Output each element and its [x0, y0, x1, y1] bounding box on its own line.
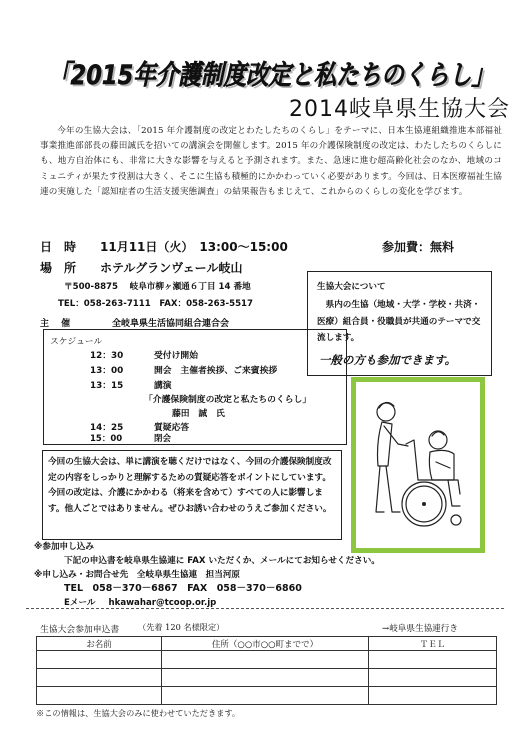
place-label: 場 所	[40, 261, 77, 275]
form-column-tel: ＴＥＬ	[369, 637, 497, 651]
place-tel-fax: TEL：058-263-7111 FAX：058-263-5517	[58, 299, 254, 309]
schedule-title: スケジュール	[50, 337, 103, 347]
form-cell-address[interactable]	[162, 687, 369, 705]
info-body: 県内の生協（地域・大学・学校・共済・医療）組合員・役職員が共通のテーマで交流します。	[317, 300, 481, 343]
main-title-text: 「2015年介護制度改定と私たちのくらし」	[48, 60, 494, 91]
form-cell-name[interactable]	[37, 651, 162, 669]
main-title	[44, 54, 496, 92]
application-info	[34, 540, 504, 610]
lecture-title: 「介護保険制度の改定と私たちのくらし」	[144, 395, 312, 405]
main-title-shadow: 「2015年介護制度改定と私たちのくらし」	[50, 62, 496, 92]
info-emphasis: 一般の方も参加できます。	[319, 353, 457, 367]
schedule-time: 12：30	[90, 351, 124, 361]
info-title: 生協大会について	[317, 282, 386, 292]
lecturer-name: 藤田 誠 氏	[172, 409, 225, 419]
form-cell-address[interactable]	[162, 651, 369, 669]
schedule-item: 受付け開始	[154, 351, 198, 361]
form-destination: →岐阜県生協連行き	[382, 624, 458, 634]
date-value: 11月11日（火） 13:00～15:00	[100, 240, 288, 254]
form-cell-tel[interactable]	[369, 669, 497, 687]
host-label: 主 催	[40, 319, 71, 329]
schedule-time: 15：00	[90, 434, 123, 444]
form-cell-tel[interactable]	[369, 651, 497, 669]
contact-heading: ※申し込み・お問合せ先 全岐阜県生協連 担当河原	[34, 570, 241, 580]
form-column-address: 住所（○○市○○町までで）	[162, 637, 369, 651]
form-row	[37, 687, 497, 705]
schedule-time: 14：25	[90, 423, 124, 433]
contact-email-label: Eメール	[64, 598, 96, 608]
wheelchair-caregiver-illustration	[356, 382, 470, 538]
host-value: 全岐阜県生活協同組合連合会	[112, 319, 230, 329]
form-cell-name[interactable]	[37, 687, 162, 705]
date-label: 日 時	[40, 240, 77, 254]
schedule-item: 閉会	[154, 434, 172, 444]
form-column-name: お名前	[37, 637, 162, 651]
form-header-row	[37, 637, 497, 651]
schedule-item: 質疑応答	[154, 423, 190, 433]
note-box: 今回の生協大会は、単に講演を聴くだけではなく、今回の介護保険制度改定の内容をしっかりと理解するための質疑応答をポイントにしています。今回の改定は、介護にかかわる（将来を含めて）すべての人に影響します。他人ごとではありません。ぜひお誘い合わせのうえご参加ください。	[42, 450, 342, 540]
contact-email[interactable]: hkawahar@tcoop.or.jp	[108, 598, 217, 608]
application-form-table	[36, 636, 497, 705]
subtitle: 2014岐阜県生協大会	[289, 97, 510, 122]
apply-heading: ※参加申し込み	[34, 542, 94, 552]
form-footnote: ※この情報は、生協大会のみに使わせていただきます。	[36, 708, 241, 718]
place-value: ホテルグランヴェール岐山	[100, 261, 243, 275]
form-cell-tel[interactable]	[369, 687, 497, 705]
schedule-item: 講演	[154, 381, 172, 391]
place-address: 〒500-8875 岐阜市柳ヶ瀬通６丁目 14 番地	[64, 282, 251, 292]
cut-line	[26, 608, 504, 609]
contact-tel: TEL 058－370－6867 FAX 058－370－6860	[64, 583, 302, 594]
form-limit: （先着 120 名様限定）	[138, 622, 225, 632]
schedule-time: 13：15	[90, 381, 124, 391]
form-row	[37, 651, 497, 669]
intro-paragraph: 今年の生協大会は、「2015 年介護制度の改定とわたしたちのくらし」をテーマに、日本生協連組織推進本部福祉事業推進部部長の藤田誠氏を招いての講演会を開催します。2015 年の介護保険制度の改定は、わたしたちのくらしにも、地方自治体にも、非常に大きな影響を与えると予測されます。また、急速に進む超高齢化社会のなか、地域のコミュニティが果たす役割は大きく、そこに生協も積極的にかかわっていく必要があります。今回は、日本医療福祉生協連の実施した「認知症者の生活支援実態調査」の結果報告もまじえて、これからのくらしの変化を学びます。	[40, 126, 502, 197]
form-row	[37, 669, 497, 687]
illustration-frame	[351, 377, 485, 553]
schedule-time: 13：00	[90, 366, 124, 376]
form-cell-name[interactable]	[37, 669, 162, 687]
form-title: 生協大会参加申込書	[40, 625, 120, 635]
fee-text: 参加費：無料	[382, 240, 455, 254]
apply-text: 下記の申込書を岐阜県生協連に FAX いただくか、メールにてお知らせください。	[64, 556, 380, 566]
schedule-box	[43, 329, 347, 445]
schedule-item: 開会 主催者挨拶、ご来賓挨拶	[154, 366, 278, 376]
form-cell-address[interactable]	[162, 669, 369, 687]
